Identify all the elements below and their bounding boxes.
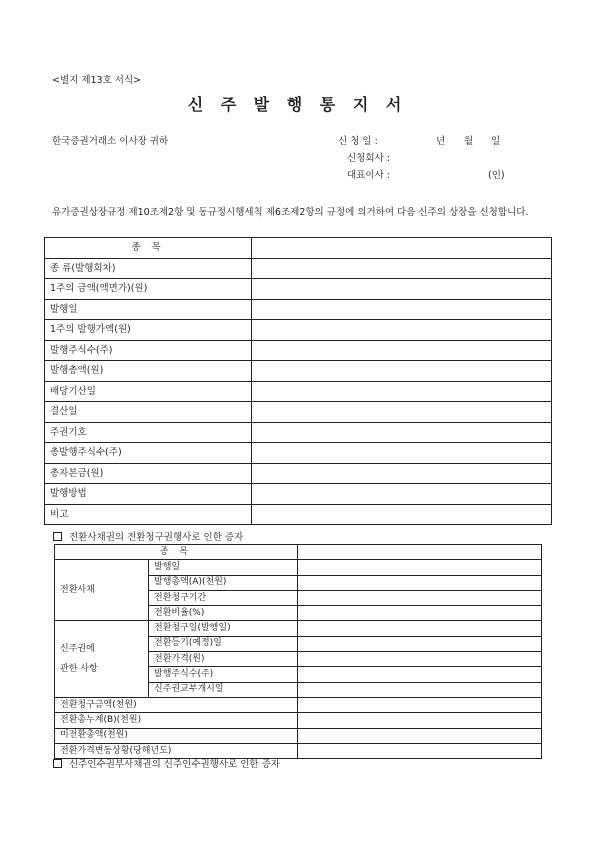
group-label-line2: 관한 사항 xyxy=(60,664,98,675)
table-row xyxy=(45,402,552,423)
table-row xyxy=(45,463,552,484)
table-row xyxy=(45,340,552,361)
row-label: 비고 xyxy=(45,504,252,525)
row-label: 발행총액(원) xyxy=(45,361,252,382)
row-value[interactable] xyxy=(252,299,552,320)
row-label: 신주권교부개시일 xyxy=(149,682,298,697)
table-row xyxy=(45,422,552,443)
row-value[interactable] xyxy=(252,504,552,525)
table-row xyxy=(45,279,552,300)
table-header-row xyxy=(45,238,552,259)
row-value[interactable] xyxy=(298,575,542,590)
section-conversion-title xyxy=(53,529,243,543)
row-label: 총자본금(원) xyxy=(45,463,252,484)
table-row xyxy=(55,621,542,636)
table-row xyxy=(55,713,542,728)
table-row xyxy=(45,381,552,402)
month-label: 월 xyxy=(464,136,474,147)
table-row xyxy=(45,299,552,320)
row-value[interactable] xyxy=(298,652,542,667)
row-label: 미전환총액(천원) xyxy=(55,728,298,743)
row-label: 발행일 xyxy=(149,560,298,575)
row-label: 배당기산일 xyxy=(45,381,252,402)
table-row xyxy=(55,560,542,575)
row-label: 발행일 xyxy=(45,299,252,320)
row-value[interactable] xyxy=(252,463,552,484)
table-row xyxy=(45,443,552,464)
row-value[interactable] xyxy=(252,361,552,382)
row-label: 전환비율(%) xyxy=(149,606,298,621)
row-value[interactable] xyxy=(298,606,542,621)
ceo-label: 대표이사 : xyxy=(347,170,390,181)
row-value[interactable] xyxy=(298,682,542,697)
table-row xyxy=(45,258,552,279)
row-label: 결산일 xyxy=(45,402,252,423)
row-label: 발행방법 xyxy=(45,484,252,505)
row-value[interactable] xyxy=(298,560,542,575)
table-row xyxy=(45,361,552,382)
row-value[interactable] xyxy=(298,636,542,651)
table-header-row xyxy=(55,545,542,560)
row-label: 1주의 발행가액(원) xyxy=(45,320,252,341)
header-cell-item: 종 목 xyxy=(45,238,252,259)
group-label-new-shares xyxy=(55,621,149,697)
table-row xyxy=(55,697,542,712)
section-warrant-label: 신주인수권부사채권의 신주인수권행사로 인한 증자 xyxy=(69,759,280,770)
company-label: 신청회사 : xyxy=(347,153,390,164)
row-value[interactable] xyxy=(298,743,542,758)
row-label: 전환가격변동상황(당해년도) xyxy=(55,743,298,758)
row-value[interactable] xyxy=(252,402,552,423)
row-value[interactable] xyxy=(252,320,552,341)
row-value[interactable] xyxy=(252,381,552,402)
row-value[interactable] xyxy=(252,443,552,464)
section-conversion-label: 전환사채권의 전환청구권행사로 인한 증자 xyxy=(69,532,244,543)
row-label: 1주의 금액(액면가)(원) xyxy=(45,279,252,300)
seal-mark: (인) xyxy=(488,170,505,181)
listing-info-table xyxy=(44,237,552,525)
conversion-table xyxy=(54,544,542,759)
form-number-label: <별지 제13호 서식> xyxy=(52,75,142,86)
row-value[interactable] xyxy=(252,340,552,361)
row-label: 전환청구일(발행일) xyxy=(149,621,298,636)
row-label: 발행주식수(주) xyxy=(149,667,298,682)
row-label: 전환가격(원) xyxy=(149,652,298,667)
intro-paragraph: 유가증권상장규정 제10조제2항 및 동규정시행세칙 제6조제2항의 규정에 의거하여 다음 신주의 상장을 신청합니다. xyxy=(52,207,529,218)
row-label: 전환총누계(B)(천원) xyxy=(55,713,298,728)
row-value[interactable] xyxy=(298,697,542,712)
row-label: 전환청구금액(천원) xyxy=(55,697,298,712)
checkbox-square-icon xyxy=(53,532,62,541)
header-value-cell[interactable] xyxy=(298,545,542,560)
row-value[interactable] xyxy=(298,621,542,636)
apply-date-label: 신 청 일 : xyxy=(338,136,378,147)
row-value[interactable] xyxy=(252,422,552,443)
header-cell-item: 종 목 xyxy=(55,545,298,560)
table-row xyxy=(45,504,552,525)
table-row xyxy=(55,728,542,743)
row-label: 발행총액(A)(천원) xyxy=(149,575,298,590)
row-value[interactable] xyxy=(252,258,552,279)
row-value[interactable] xyxy=(298,728,542,743)
year-label: 년 xyxy=(436,136,446,147)
row-value[interactable] xyxy=(252,279,552,300)
row-label: 발행주식수(주) xyxy=(45,340,252,361)
row-label: 종 류(발행회차) xyxy=(45,258,252,279)
checkbox-square-icon xyxy=(53,759,62,768)
row-value[interactable] xyxy=(298,590,542,605)
table-row xyxy=(45,484,552,505)
day-label: 일 xyxy=(491,136,501,147)
table-row xyxy=(45,320,552,341)
document-title: 신 주 발 행 통 지 서 xyxy=(187,95,408,114)
group-label-convertible-bond: 전환사채 xyxy=(55,560,149,621)
row-label: 총발행주식수(주) xyxy=(45,443,252,464)
row-value[interactable] xyxy=(252,484,552,505)
row-value[interactable] xyxy=(298,713,542,728)
row-label: 주권기호 xyxy=(45,422,252,443)
group-label-line1: 신주권에 xyxy=(60,644,95,655)
row-label: 전환청구기간 xyxy=(149,590,298,605)
row-value[interactable] xyxy=(298,667,542,682)
section-warrant-title xyxy=(53,756,280,770)
row-label: 전환등기(예정)일 xyxy=(149,636,298,651)
header-value-cell[interactable] xyxy=(252,238,552,259)
addressee: 한국증권거래소 이사장 귀하 xyxy=(52,136,169,147)
